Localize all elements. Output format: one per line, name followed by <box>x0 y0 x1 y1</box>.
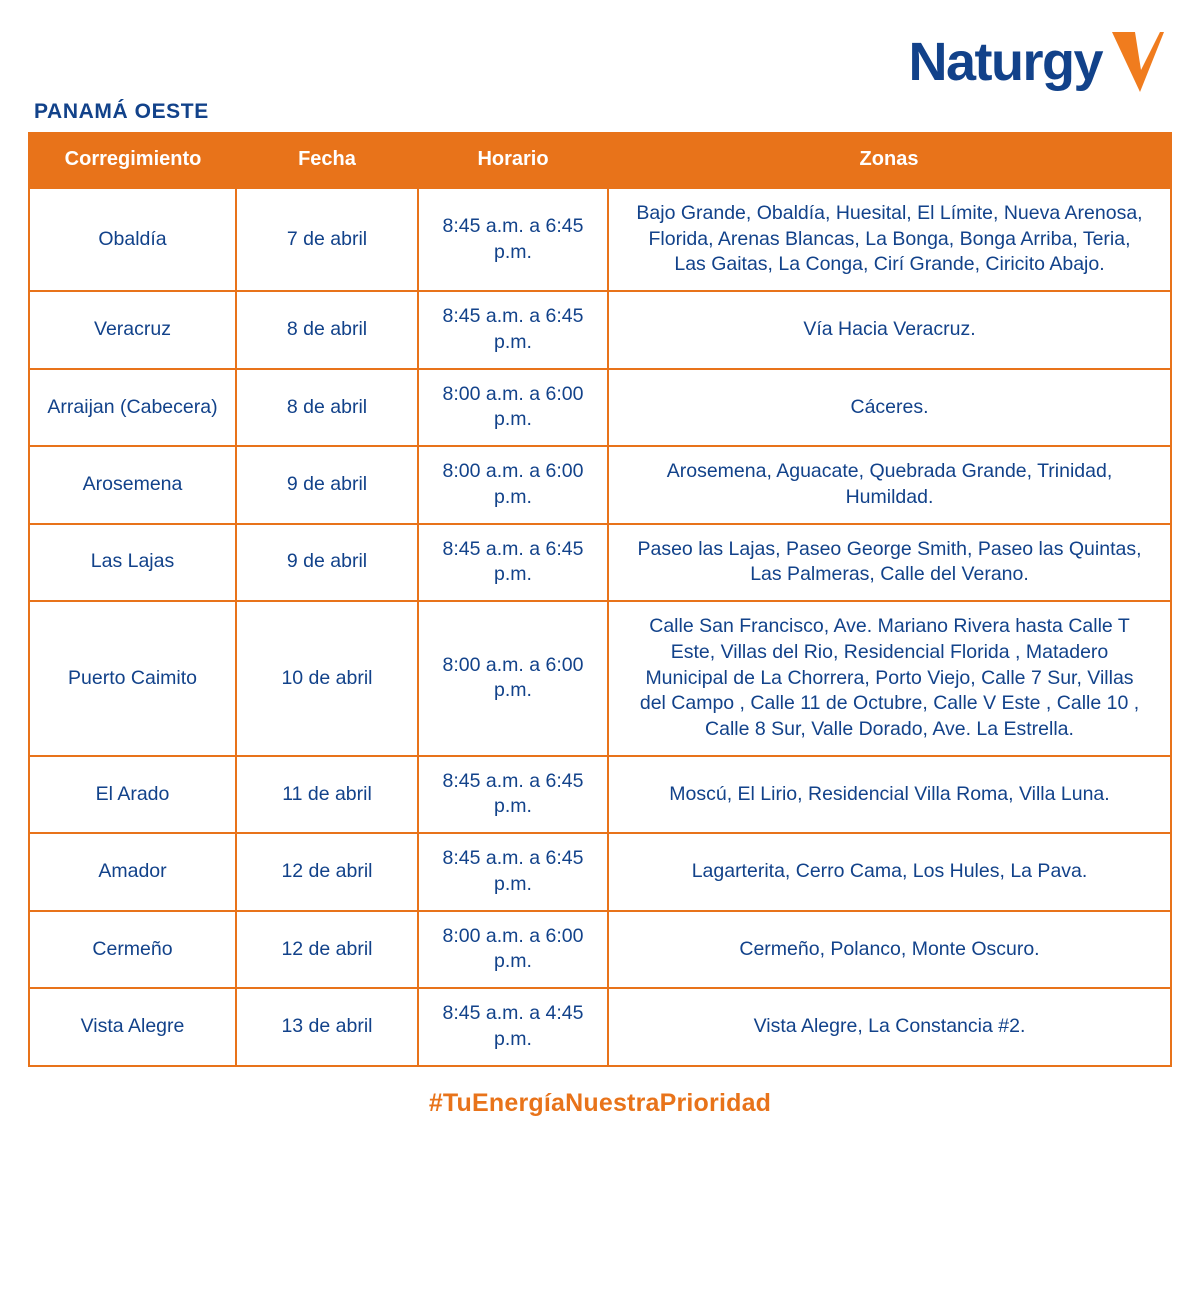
cell-horario: 8:45 a.m. a 6:45 p.m. <box>418 756 608 833</box>
outage-schedule-table <box>28 132 1172 1067</box>
naturgy-checkmark-icon <box>1110 30 1166 94</box>
cell-corregimiento: El Arado <box>30 756 236 833</box>
table-header-row <box>30 132 1170 188</box>
cell-fecha: 8 de abril <box>236 369 418 446</box>
cell-zonas: Paseo las Lajas, Paseo George Smith, Paseo las Quintas, Las Palmeras, Calle del Verano. <box>608 524 1170 601</box>
cell-zonas: Calle San Francisco, Ave. Mariano Rivera hasta Calle T Este, Villas del Rio, Residencial Florida , Matadero Municipal de La Chorrera, Porto Viejo, Calle 7 Sur, Villas del Campo , Calle 11 de Octubre, Calle V Este , Calle 10 , Calle 8 Sur, Valle Dorado, Ave. La Estrella. <box>608 601 1170 756</box>
table-row <box>30 369 1170 446</box>
cell-fecha: 13 de abril <box>236 988 418 1064</box>
column-header-fecha: Fecha <box>236 132 418 188</box>
table-row <box>30 601 1170 756</box>
cell-corregimiento: Amador <box>30 833 236 910</box>
column-header-corregimiento: Corregimiento <box>30 132 236 188</box>
table-row <box>30 756 1170 833</box>
cell-zonas: Cermeño, Polanco, Monte Oscuro. <box>608 911 1170 988</box>
cell-zonas: Arosemena, Aguacate, Quebrada Grande, Trinidad, Humildad. <box>608 446 1170 523</box>
cell-horario: 8:00 a.m. a 6:00 p.m. <box>418 601 608 756</box>
schedule-table <box>30 132 1170 1065</box>
cell-corregimiento: Las Lajas <box>30 524 236 601</box>
page-header <box>0 0 1200 132</box>
cell-zonas: Vía Hacia Veracruz. <box>608 291 1170 368</box>
cell-horario: 8:45 a.m. a 6:45 p.m. <box>418 524 608 601</box>
brand-logo <box>908 30 1166 94</box>
brand-name: Naturgy <box>908 32 1102 92</box>
cell-fecha: 8 de abril <box>236 291 418 368</box>
cell-fecha: 9 de abril <box>236 446 418 523</box>
table-row <box>30 524 1170 601</box>
column-header-horario: Horario <box>418 132 608 188</box>
cell-corregimiento: Vista Alegre <box>30 988 236 1064</box>
table-row <box>30 988 1170 1064</box>
table-header <box>30 132 1170 188</box>
table-row <box>30 291 1170 368</box>
cell-corregimiento: Veracruz <box>30 291 236 368</box>
cell-fecha: 12 de abril <box>236 833 418 910</box>
table-body <box>30 188 1170 1065</box>
cell-horario: 8:45 a.m. a 6:45 p.m. <box>418 188 608 291</box>
cell-zonas: Lagarterita, Cerro Cama, Los Hules, La Pava. <box>608 833 1170 910</box>
cell-zonas: Bajo Grande, Obaldía, Huesital, El Límite, Nueva Arenosa, Florida, Arenas Blancas, La Bonga, Bonga Arriba, Teria, Las Gaitas, La Conga, Cirí Grande, Ciricito Abajo. <box>608 188 1170 291</box>
cell-horario: 8:45 a.m. a 6:45 p.m. <box>418 291 608 368</box>
footer-hashtag: #TuEnergíaNuestraPrioridad <box>428 1088 772 1117</box>
cell-fecha: 12 de abril <box>236 911 418 988</box>
cell-zonas: Cáceres. <box>608 369 1170 446</box>
cell-corregimiento: Arraijan (Cabecera) <box>30 369 236 446</box>
table-row <box>30 446 1170 523</box>
table-row <box>30 188 1170 291</box>
table-row <box>30 833 1170 910</box>
cell-horario: 8:45 a.m. a 4:45 p.m. <box>418 988 608 1064</box>
cell-horario: 8:00 a.m. a 6:00 p.m. <box>418 446 608 523</box>
cell-fecha: 9 de abril <box>236 524 418 601</box>
cell-horario: 8:00 a.m. a 6:00 p.m. <box>418 369 608 446</box>
column-header-zonas: Zonas <box>608 132 1170 188</box>
cell-fecha: 7 de abril <box>236 188 418 291</box>
cell-fecha: 10 de abril <box>236 601 418 756</box>
cell-fecha: 11 de abril <box>236 756 418 833</box>
cell-horario: 8:00 a.m. a 6:00 p.m. <box>418 911 608 988</box>
cell-corregimiento: Obaldía <box>30 188 236 291</box>
cell-corregimiento: Arosemena <box>30 446 236 523</box>
table-row <box>30 911 1170 988</box>
cell-corregimiento: Cermeño <box>30 911 236 988</box>
cell-zonas: Moscú, El Lirio, Residencial Villa Roma, Villa Luna. <box>608 756 1170 833</box>
cell-corregimiento: Puerto Caimito <box>30 601 236 756</box>
page-title: PANAMÁ OESTE <box>34 100 209 123</box>
cell-zonas: Vista Alegre, La Constancia #2. <box>608 988 1170 1064</box>
cell-horario: 8:45 a.m. a 6:45 p.m. <box>418 833 608 910</box>
